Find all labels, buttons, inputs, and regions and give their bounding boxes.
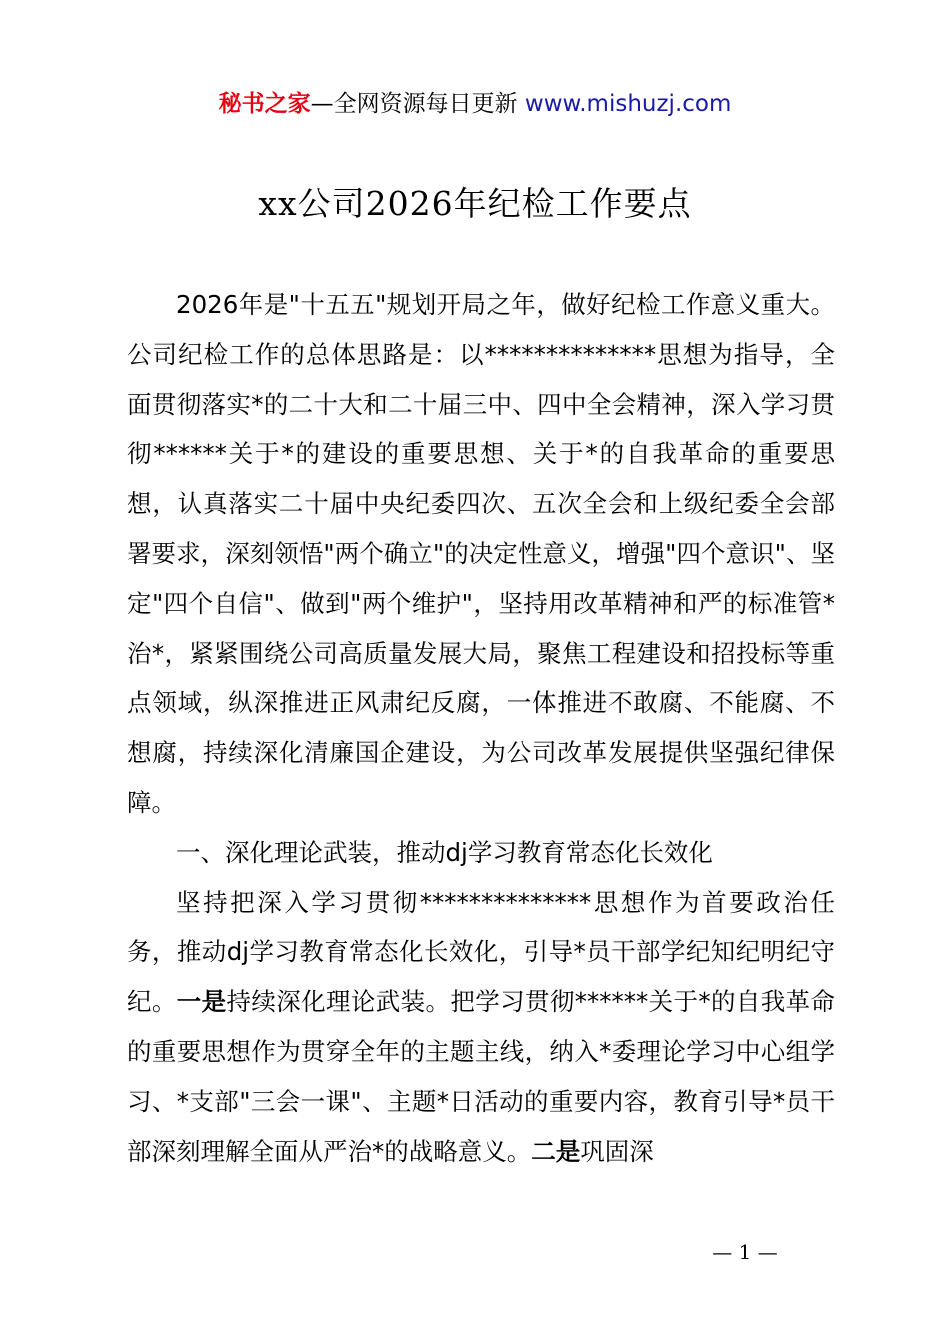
document-title: xx公司2026年纪检工作要点 (258, 184, 692, 223)
intro-paragraph: 2026年是"十五五"规划开局之年，做好纪检工作意义重大。公司纪检工作的总体思路是：以**************思想为指导，全面贯彻落实*的二十大和二十届三中、四中全会精神，深入学习贯彻******关于*的建设的重要思想、关于*的自我革命的重要思想，认真落实二十届中央纪委四次、五次全会和上级纪委全会部署要求，深刻领悟"两个确立"的决定性意义，增强"四个意识"、坚定"四个自信"、做到"两个维护"，坚持用改革精神和严的标准管*治*，紧紧围绕公司高质量发展大局，聚焦工程建设和招投标等重点领域，纵深推进正风肃纪反腐，一体推进不敢腐、不能腐、不想腐，持续深化清廉国企建设，为公司改革发展提供坚强纪律保障。 (127, 290, 835, 817)
section-heading-1: 一、深化理论武装，推动dj学习教育常态化长效化 (176, 837, 713, 867)
site-header (0, 86, 950, 122)
point-1-label: 一是 (176, 987, 227, 1017)
point-2-text: 巩固深 (580, 1136, 654, 1166)
brand-name: 秘书之家 (218, 91, 311, 117)
section-1-lead: 坚持把深入学习贯彻**************思想作为首要政治任务，推动dj学习教育常态化长效化，引导*员干部学纪知纪明纪守纪。 (127, 887, 835, 1017)
point-1-text: 持续深化理论武装。把学习贯彻******关于*的自我革命的重要思想作为贯穿全年的主题主线，纳入*委理论学习中心组学习、*支部"三会一课"、主题*日活动的重要内容，教育引导*员干部深刻理解全面从严治*的战略意义。 (127, 987, 835, 1166)
section-1-paragraph (127, 878, 835, 1177)
document-body (127, 280, 835, 1176)
site-url[interactable]: www.mishuzj.com (524, 91, 732, 117)
header-slogan: —全网资源每日更新 (310, 91, 525, 117)
page-number: — 1 — (712, 1240, 778, 1264)
point-2-label: 二是 (531, 1136, 581, 1166)
